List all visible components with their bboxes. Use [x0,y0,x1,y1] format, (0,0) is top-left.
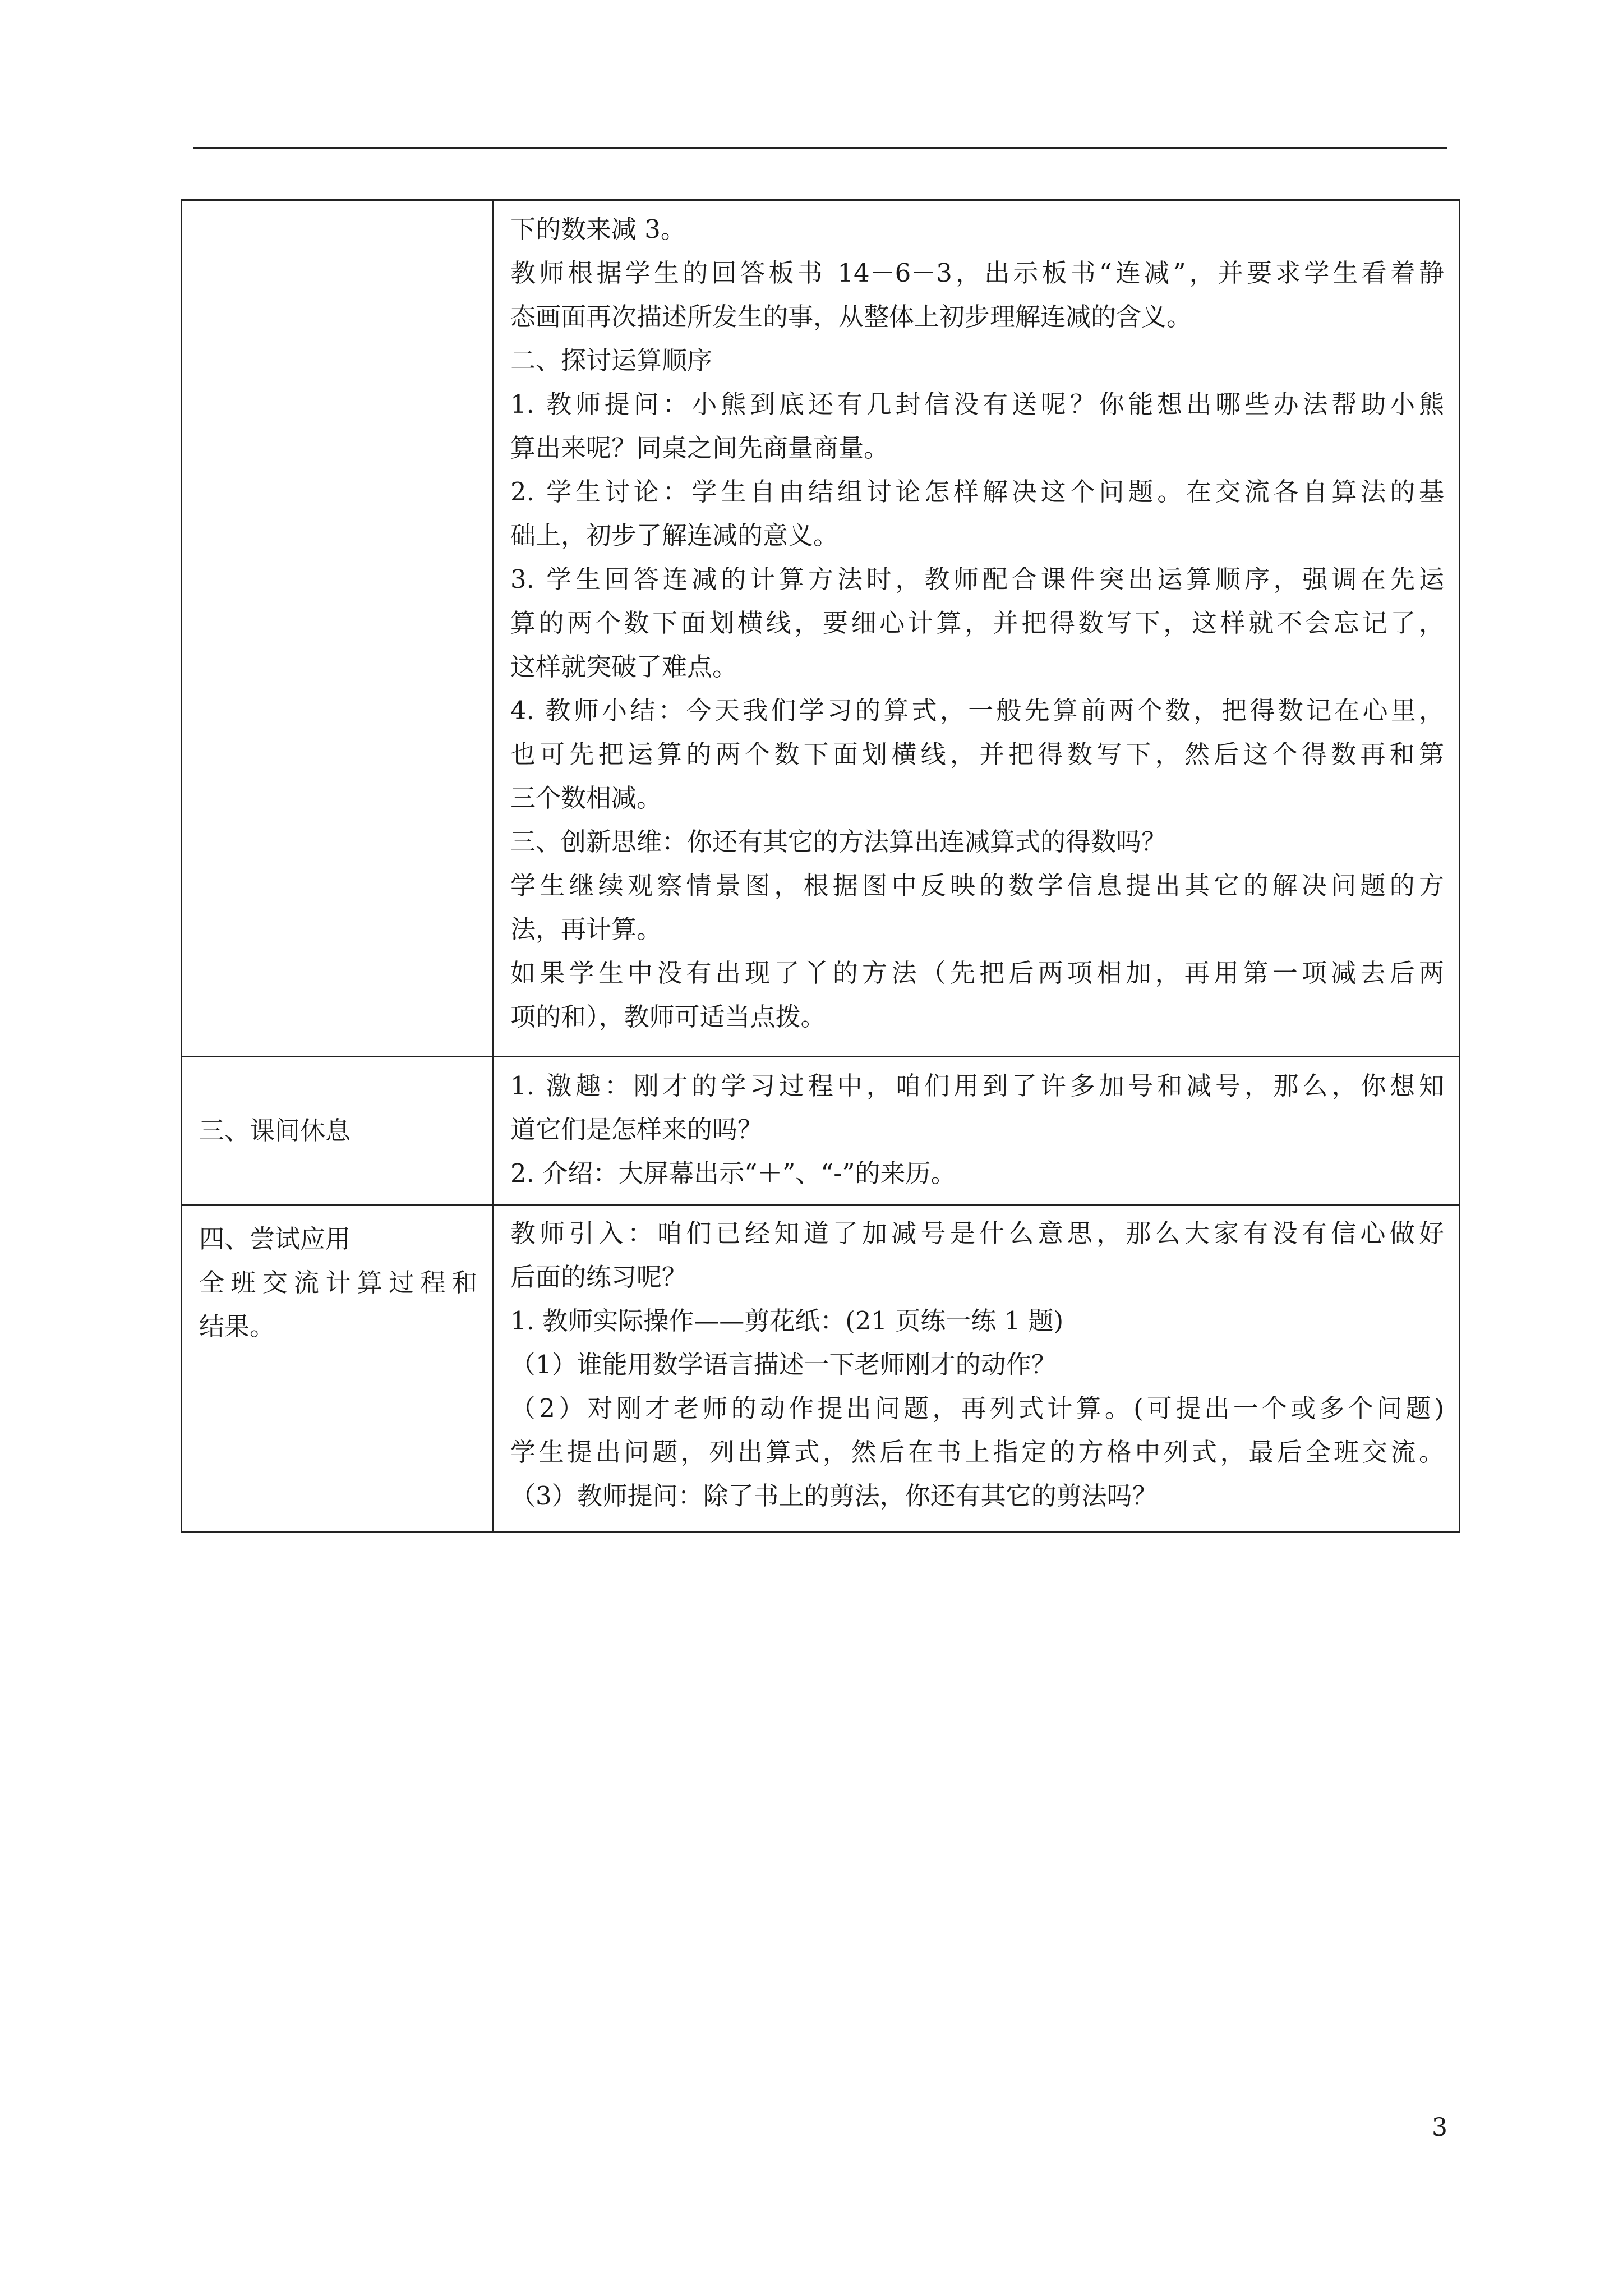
table-row [182,200,1460,1057]
content-line: （3）教师提问：除了书上的剪法，你还有其它的剪法吗？ [510,1481,1158,1511]
content-line: 法，再计算。 [510,914,662,944]
content-line: （2）对刚才老师的动作提出问题，再列式计算。(可提出一个或多个问题) [510,1393,1444,1423]
header-rule [193,147,1447,149]
content-line: 后面的练习呢？ [510,1262,688,1292]
content-line: 算出来呢？同桌之间先商量商量。 [510,433,889,463]
stage-cell [182,200,493,1057]
content-line: 础上，初步了解连减的意义。 [510,521,839,550]
stage-cell [182,1057,493,1205]
stage-cell [182,1205,493,1533]
lesson-plan-table [181,199,1460,1533]
content-line: 学生继续观察情景图，根据图中反映的数学信息提出其它的解决问题的方 [510,871,1444,900]
content-line: 4. 教师小结：今天我们学习的算式，一般先算前两个数，把得数记在心里， [510,696,1444,725]
content-line: （1）谁能用数学语言描述一下老师刚才的动作？ [510,1350,1057,1379]
content-line: 3. 学生回答连减的计算方法时，教师配合课件突出运算顺序，强调在先运 [510,564,1444,594]
content-line: 三个数相减。 [510,783,662,813]
content-cell [493,1057,1460,1205]
section-heading: 三、创新思维：你还有其它的方法算出连减算式的得数吗？ [510,827,1167,857]
content-line: 2. 学生讨论：学生自由结组讨论怎样解决这个问题。在交流各自算法的基 [510,477,1444,507]
section-heading: 二、探讨运算顺序 [510,346,713,375]
content-line: 教师引入：咱们已经知道了加减号是什么意思，那么大家有没有信心做好 [510,1218,1444,1248]
content-line: 态画面再次描述所发生的事，从整体上初步理解连减的含义。 [510,302,1192,332]
content-line: 如果学生中没有出现了丫的方法（先把后两项相加，再用第一项减去后两 [510,958,1444,988]
stage-label: 三、课间休息 [199,1116,351,1145]
content-cell [493,200,1460,1057]
table-row [182,1057,1460,1205]
page-number: 3 [1432,2113,1447,2142]
stage-label: 四、尝试应用 [199,1224,351,1254]
content-line: 1. 激趣：刚才的学习过程中，咱们用到了许多加号和减号，那么，你想知 [510,1071,1444,1101]
content-line: 1. 教师提问：小熊到底还有几封信没有送呢？你能想出哪些办法帮助小熊 [510,389,1444,419]
content-line: 1. 教师实际操作——剪花纸：(21 页练一练 1 题) [510,1306,1064,1336]
stage-note: 全班交流计算过程和 [199,1268,477,1297]
content-line: 算的两个数下面划横线，要细心计算，并把得数写下，这样就不会忘记了， [510,608,1444,638]
content-line: 学生提出问题，列出算式，然后在书上指定的方格中列式，最后全班交流。 [510,1437,1444,1467]
content-line: 这样就突破了难点。 [510,652,738,682]
content-line: 也可先把运算的两个数下面划横线，并把得数写下，然后这个得数再和第 [510,739,1444,769]
content-line: 下的数来减 3。 [510,214,686,244]
table-row [182,1205,1460,1533]
content-cell [493,1205,1460,1533]
content-line: 2. 介绍：大屏幕出示“＋”、“-”的来历。 [510,1158,956,1188]
content-line: 项的和），教师可适当点拨。 [510,1002,826,1032]
content-line: 道它们是怎样来的吗？ [510,1115,763,1144]
stage-note: 结果。 [199,1312,275,1341]
content-line: 教师根据学生的回答板书 14－6－3，出示板书“连减”，并要求学生看着静 [510,258,1444,288]
